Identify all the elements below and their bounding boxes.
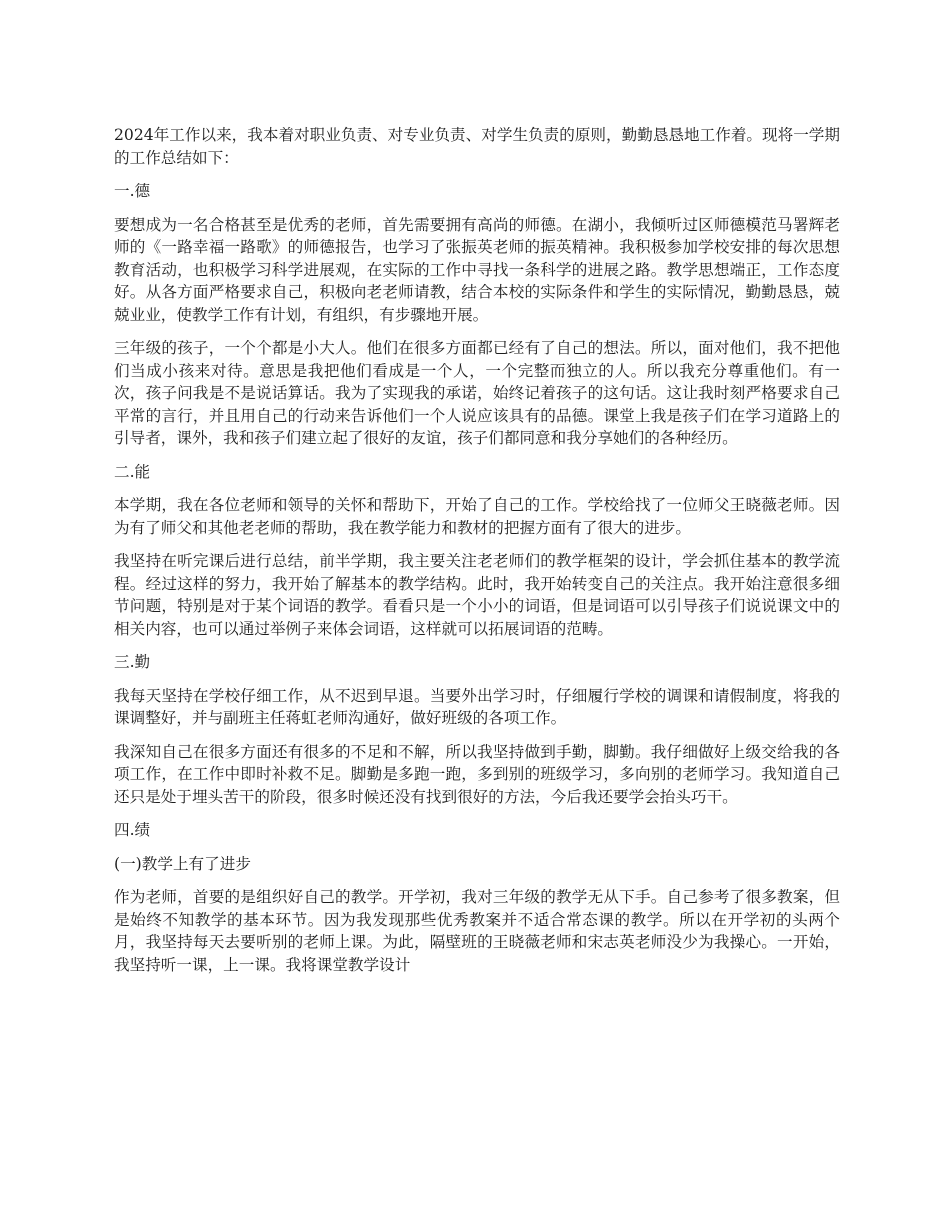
section-heading-achievement: 四.绩 [114, 821, 151, 839]
paragraph: 我深知自己在很多方面还有很多的不足和不解，所以我坚持做到手勤，脚勤。我仔细做好上级交给我的各项工作，在工作中即时补救不足。脚勤是多跑一跑，多到别的班级学习，多向别的老师学习。我知道自己还只是处于埋头苦干的阶段，很多时候还没有找到很好的方法，今后我还要学会抬头巧干。 [114, 742, 840, 806]
section-heading-ability: 二.能 [114, 462, 151, 481]
section-heading-diligence: 三.勤 [114, 653, 151, 671]
paragraph: 我坚持在听完课后进行总结，前半学期，我主要关注老老师们的教学框架的设计，学会抓住基本的教学流程。经过这样的努力，我开始了解基本的教学结构。此时，我开始转变自己的关注点。我开始注意很多细节问题，特别是对于某个词语的教学。看看只是一个小小的词语，但是词语可以引导孩子们说说课文中的相关内容，也可以通过举例子来体会词语，这样就可以拓展词语的范畴。 [114, 552, 840, 638]
subsection-heading-teaching: (一)教学上有了进步 [114, 854, 251, 873]
paragraph: 作为老师，首要的是组织好自己的教学。开学初，我对三年级的教学无从下手。自己参考了很多教案，但是始终不知教学的基本环节。因为我发现那些优秀教案并不适合常态课的教学。所以在开学初的头两个月，我坚持每天去要听别的老师上课。为此，隔壁班的王晓薇老师和宋志英老师没少为我操心。一开始，我坚持听一课，上一课。我将课堂教学设计 [114, 888, 840, 974]
paragraph: 我每天坚持在学校仔细工作，从不迟到早退。当要外出学习时，仔细履行学校的调课和请假制度，将我的课调整好，并与副班主任蒋虹老师沟通好，做好班级的各项工作。 [114, 686, 840, 727]
section-heading-virtue: 一.德 [114, 182, 151, 200]
paragraph: 三年级的孩子，一个个都是小大人。他们在很多方面都已经有了自己的想法。所以，面对他们，我不把他们当成小孩来对待。意思是我把他们看成是一个人，一个完整而独立的人。所以我充分尊重他们。有一次，孩子问我是不是说话算话。我为了实现我的承诺，始终记着孩子的这句话。这让我时刻严格要求自己平常的言行，并且用自己的行动来告诉他们一个人说应该具有的品德。课堂上我是孩子们在学习道路上的引导者，课外，我和孩子们建立起了很好的友谊，孩子们都同意和我分享她们的各种经历。 [114, 339, 840, 447]
document-body [114, 124, 840, 987]
paragraph: 要想成为一名合格甚至是优秀的老师，首先需要拥有高尚的师德。在湖小，我倾听过区师德模范马署辉老师的《一路幸福一路歌》的师德报告，也学习了张振英老师的振英精神。我积极参加学校安排的每次思想教育活动，也积极学习科学进展观，在实际的工作中寻找一条科学的进展之路。教学思想端正，工作态度好。从各方面严格要求自己，积极向老老师请教，结合本校的实际条件和学生的实际情况，勤勤恳恳，兢兢业业，使教学工作有计划，有组织，有步骤地开展。 [114, 215, 840, 324]
intro-paragraph: 2024年工作以来，我本着对职业负责、对专业负责、对学生负责的原则，勤勤恳恳地工作着。现将一学期的工作总结如下： [114, 126, 840, 167]
paragraph: 本学期，我在各位老师和领导的关怀和帮助下，开始了自己的工作。学校给找了一位师父王晓薇老师。因为有了师父和其他老老师的帮助，我在教学能力和教材的把握方面有了很大的进步。 [114, 496, 840, 537]
